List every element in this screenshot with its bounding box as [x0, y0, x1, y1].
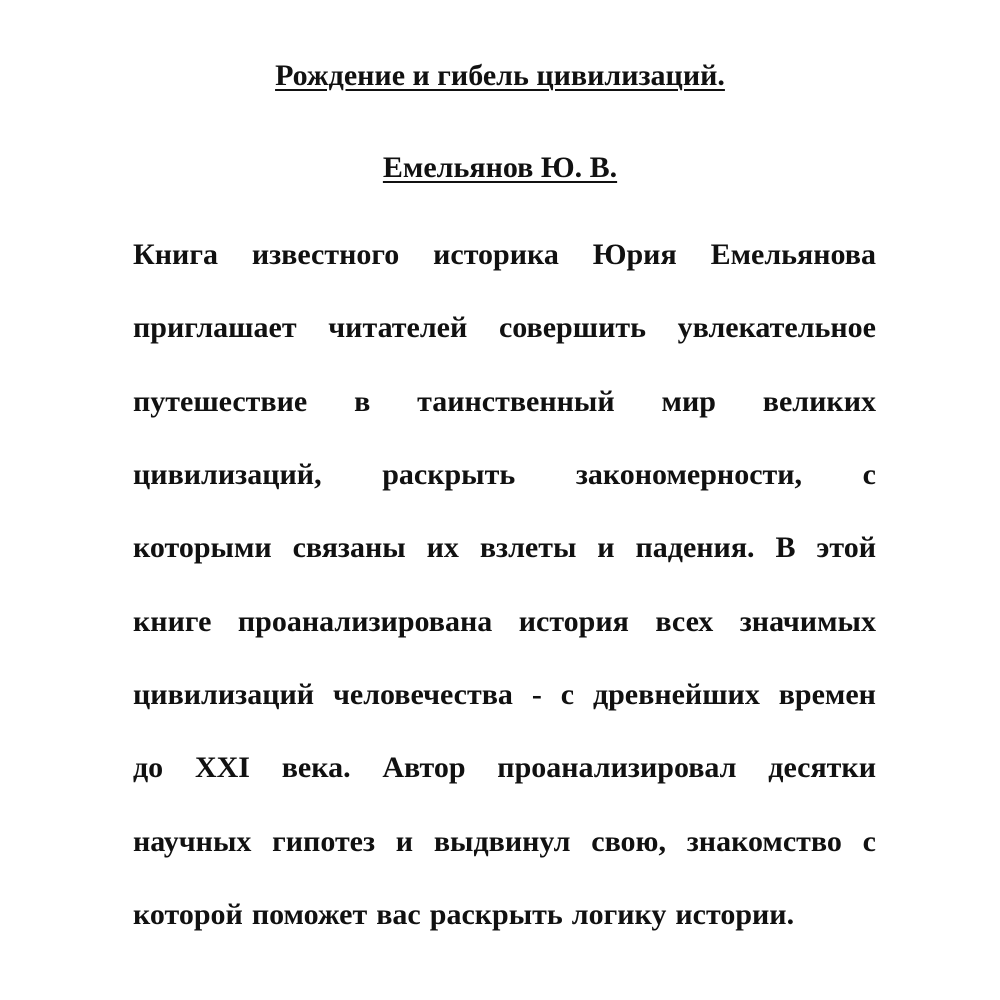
description-word: которой — [133, 898, 243, 931]
description-word: закономерности, — [575, 458, 803, 491]
description-word: читателей — [328, 311, 468, 344]
description-word: века. — [281, 751, 351, 784]
book-title — [0, 58, 1000, 94]
description-word: путешествие — [133, 385, 308, 418]
description-word: гипотез — [272, 825, 376, 858]
description-word: цивилизаций — [133, 678, 315, 711]
description-word: этой — [816, 531, 876, 564]
description-word: взлеты — [479, 531, 577, 564]
description-word: всех — [655, 605, 714, 638]
description-line-4 — [133, 457, 876, 493]
description-word: XXI — [194, 751, 250, 784]
description-word: приглашает — [133, 311, 297, 344]
description-word: цивилизаций, — [133, 458, 322, 491]
description-line-5 — [133, 530, 876, 566]
description-word: книге — [133, 605, 212, 638]
description-word: В — [775, 531, 796, 564]
description-word: падения. — [635, 531, 755, 564]
description-word: научных — [133, 825, 252, 858]
description-word: с — [560, 678, 575, 711]
description-word: историка — [433, 238, 559, 271]
description-word: с — [862, 458, 876, 491]
description-line-1 — [133, 237, 876, 273]
description-word: логику — [571, 898, 667, 931]
description-line-9 — [133, 824, 876, 860]
description-word: связаны — [292, 531, 406, 564]
description-word: увлекательное — [677, 311, 876, 344]
description-word: совершить — [498, 311, 646, 344]
description-word: и — [395, 825, 414, 858]
description-word: Автор — [382, 751, 466, 784]
description-line-3 — [133, 384, 876, 420]
description-word: Книга — [133, 238, 218, 271]
description-word: история — [518, 605, 629, 638]
description-word: вас — [376, 898, 421, 931]
description-word: в — [354, 385, 371, 418]
description-word: поможет — [251, 898, 368, 931]
description-word: истории. — [675, 898, 795, 931]
description-line-10 — [133, 897, 876, 933]
description-word: свою, — [591, 825, 666, 858]
description-word: проанализирована — [237, 605, 493, 638]
description-word: мир — [661, 385, 716, 418]
description-word: человечества — [332, 678, 513, 711]
description-word: которыми — [133, 531, 272, 564]
description-word: проанализировал — [497, 751, 737, 784]
description-word: раскрыть — [382, 458, 516, 491]
description-line-2 — [133, 310, 876, 346]
description-word: раскрыть — [429, 898, 563, 931]
description-word: до — [133, 751, 164, 784]
author-name-text: Емельянов Ю. В. — [382, 151, 618, 184]
description-word: Емельянова — [710, 238, 876, 271]
description-word: десятки — [768, 751, 876, 784]
description-line-6 — [133, 604, 876, 640]
description-line-8 — [133, 750, 876, 786]
description-word: - — [531, 678, 542, 711]
description-word: Юрия — [592, 238, 677, 271]
author-name — [0, 150, 1000, 186]
description-word: выдвинул — [433, 825, 571, 858]
description-word: их — [426, 531, 459, 564]
description-word: значимых — [739, 605, 876, 638]
description-word: известного — [251, 238, 400, 271]
description-word: великих — [762, 385, 876, 418]
description-line-7 — [133, 677, 876, 713]
description-word: древнейших — [592, 678, 760, 711]
description-word: знакомство — [686, 825, 842, 858]
description-word: таинственный — [417, 385, 615, 418]
book-title-text: Рождение и гибель цивилизаций. — [275, 59, 725, 92]
description-word: с — [862, 825, 876, 858]
description-word: времен — [778, 678, 876, 711]
description-word: и — [597, 531, 615, 564]
